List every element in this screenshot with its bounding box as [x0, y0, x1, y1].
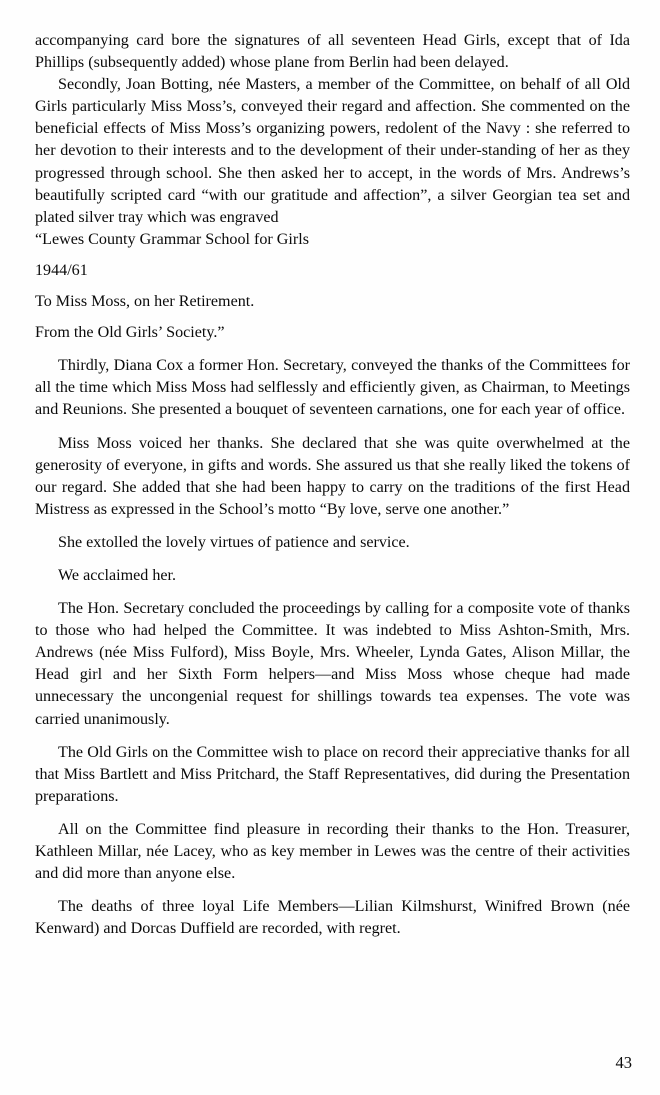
body-paragraph: We acclaimed her. [58, 566, 176, 584]
inscription-line: From the Old Girls’ Society.” [35, 324, 225, 342]
body-paragraph: The deaths of three loyal Life Members—Lilian Kilmshurst, Winifred Brown (née Kenward) and Dorcas Duffield are recorded, with regret. [35, 898, 630, 938]
inscription-line: To Miss Moss, on her Retirement. [35, 293, 255, 311]
body-paragraph: Miss Moss voiced her thanks. She declared that she was quite overwhelmed at the generosity of everyone, in gifts and words. She assured us that she really liked the tokens of our regard. She added that she had been happy to carry on the traditions of the first Head Mistress as expressed in the School’s motto “By love, serve one another.” [35, 434, 630, 518]
body-paragraph: The Old Girls on the Committee wish to place on record their appreciative thanks for all that Miss Bartlett and Miss Pritchard, the Staff Representatives, did during the Presentation preparations. [35, 743, 630, 805]
page-text-column [35, 30, 630, 940]
inscription-line: “Lewes County Grammar School for Girls [35, 230, 309, 248]
page-number: 43 [615, 1053, 632, 1072]
body-paragraph: The Hon. Secretary concluded the proceedings by calling for a composite vote of thanks to those who had helped the Committee. It was indebted to Miss Ashton-Smith, Mrs. Andrews (née Miss Fulford), Miss Boyle, Mrs. Wheeler, Lynda Gates, Alison Millar, the Head girl and her Sixth Form helpers—and Miss Moss whose cheque had made unnecessary the uncongenial request for shillings towards tea expenses. The vote was carried unanimously. [35, 600, 630, 728]
body-paragraph: All on the Committee find pleasure in recording their thanks to the Hon. Treasurer, Kathleen Millar, née Lacey, who as key member in Lewes was the centre of their activities and did more than anyone else. [35, 820, 630, 883]
body-paragraph: accompanying card bore the signatures of all seventeen Head Girls, except that of Ida Phillips (subsequently added) whose plane from Berlin had been delayed. [35, 32, 630, 72]
body-paragraph: She extolled the lovely virtues of patience and service. [58, 533, 410, 551]
body-paragraph: Thirdly, Diana Cox a former Hon. Secretary, conveyed the thanks of the Committees for all the time which Miss Moss had selflessly and efficiently given, as Chairman, to Meetings and Reunions. She presented a bouquet of seventeen carnations, one for each year of office. [35, 357, 630, 419]
inscription-line: 1944/61 [35, 261, 88, 279]
body-paragraph: Secondly, Joan Botting, née Masters, a member of the Committee, on behalf of all Old Girls particularly Miss Moss’s, conveyed their regard and affection. She commented on the beneficial effects of Miss Moss’s organizing powers, redolent of the Navy : she referred to her devotion to their interests and to the development of their under-standing of her as they progressed through school. She then asked her to accept, in the words of Mrs. Andrews’s beautifully scripted card “with our gratitude and affection”, a silver Georgian tea set and plated silver tray which was engraved [35, 76, 630, 226]
